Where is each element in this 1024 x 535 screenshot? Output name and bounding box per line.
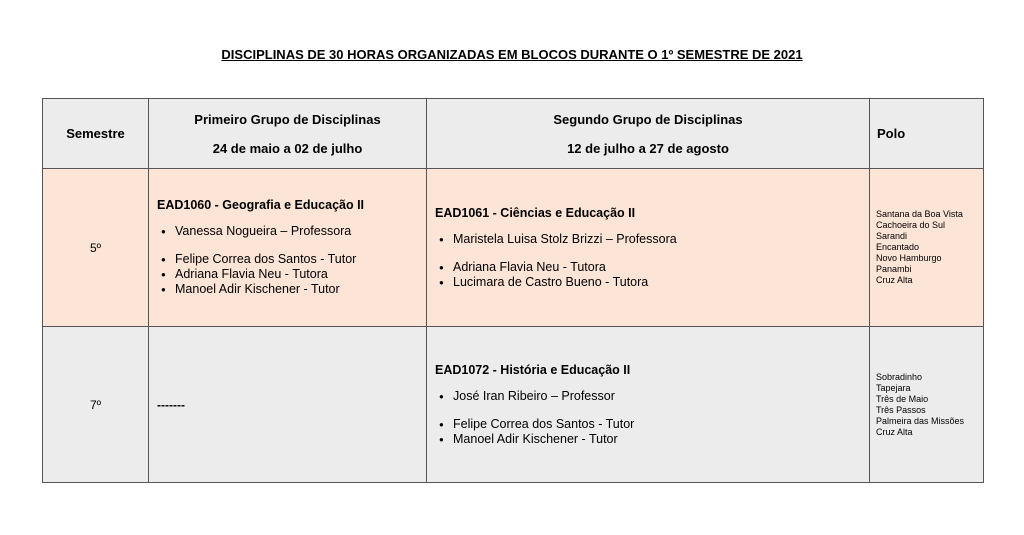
list-item: ● José Iran Ribeiro – Professor: [435, 389, 869, 404]
grupo1-cell: [149, 327, 427, 483]
list-item: ● Felipe Correa dos Santos - Tutor: [157, 252, 426, 267]
grupo2-cell: [427, 327, 870, 483]
grupo2-cell: [427, 169, 870, 327]
semestre-cell: 5º: [43, 169, 149, 327]
polo-item: Três Passos: [876, 404, 926, 415]
polo-item: Cachoeira do Sul: [876, 220, 946, 230]
polo-item: Três de Maio: [876, 393, 929, 404]
semestre-cell: 7º: [43, 327, 149, 483]
people-list: [435, 232, 869, 290]
header-semestre: Semestre: [43, 99, 149, 169]
polo-item: Novo Hamburgo: [876, 253, 942, 263]
polo-item: Palmeira das Missões: [876, 415, 965, 426]
polo-cell: [870, 169, 984, 327]
list-item: ● Adriana Flavia Neu - Tutora: [157, 267, 426, 282]
discipline-code: EAD1072 - História e Educação II: [435, 362, 631, 377]
people-list: [157, 224, 426, 297]
table-row: [43, 327, 984, 483]
header-grupo2-dates: 12 de julho a 27 de agosto: [567, 140, 729, 156]
list-item: ● Maristela Luisa Stolz Brizzi – Professora: [435, 232, 869, 247]
header-grupo2: [427, 99, 870, 169]
list-item: ● Manoel Adir Kischener - Tutor: [157, 282, 426, 297]
header-grupo2-title: Segundo Grupo de Disciplinas: [553, 111, 743, 127]
list-item: ● Lucimara de Castro Bueno - Tutora: [435, 275, 869, 290]
header-polo: Polo: [870, 99, 984, 169]
header-grupo1-dates: 24 de maio a 02 de julho: [212, 140, 363, 156]
polo-item: Cruz Alta: [876, 426, 913, 437]
table-header-row: [43, 99, 984, 169]
page-title: DISCIPLINAS DE 30 HORAS ORGANIZADAS EM BLOCOS DURANTE O 1º SEMESTRE DE 2021: [221, 47, 803, 62]
polo-cell: [870, 327, 984, 483]
grupo1-cell: [149, 169, 427, 327]
header-grupo1-title: Primeiro Grupo de Disciplinas: [194, 111, 381, 127]
table-row: [43, 169, 984, 327]
polo-item: Santana da Boa Vista: [876, 209, 963, 219]
list-item: ● Manoel Adir Kischener - Tutor: [435, 432, 869, 447]
schedule-table: [42, 98, 984, 483]
list-item: ● Felipe Correa dos Santos - Tutor: [435, 417, 869, 432]
empty-placeholder: -------: [157, 397, 185, 412]
people-list: [435, 389, 869, 447]
polo-item: Tapejara: [876, 382, 911, 393]
polo-item: Panambi: [876, 264, 912, 274]
discipline-code: EAD1060 - Geografia e Educação II: [157, 198, 365, 212]
polo-item: Cruz Alta: [876, 275, 913, 285]
polo-item: Sarandi: [876, 231, 908, 241]
discipline-code: EAD1061 - Ciências e Educação II: [435, 205, 636, 220]
polo-item: Sobradinho: [876, 371, 923, 382]
list-item: ● Vanessa Nogueira – Professora: [157, 224, 426, 239]
polo-item: Encantado: [876, 242, 920, 252]
list-item: ● Adriana Flavia Neu - Tutora: [435, 260, 869, 275]
header-grupo1: [149, 99, 427, 169]
